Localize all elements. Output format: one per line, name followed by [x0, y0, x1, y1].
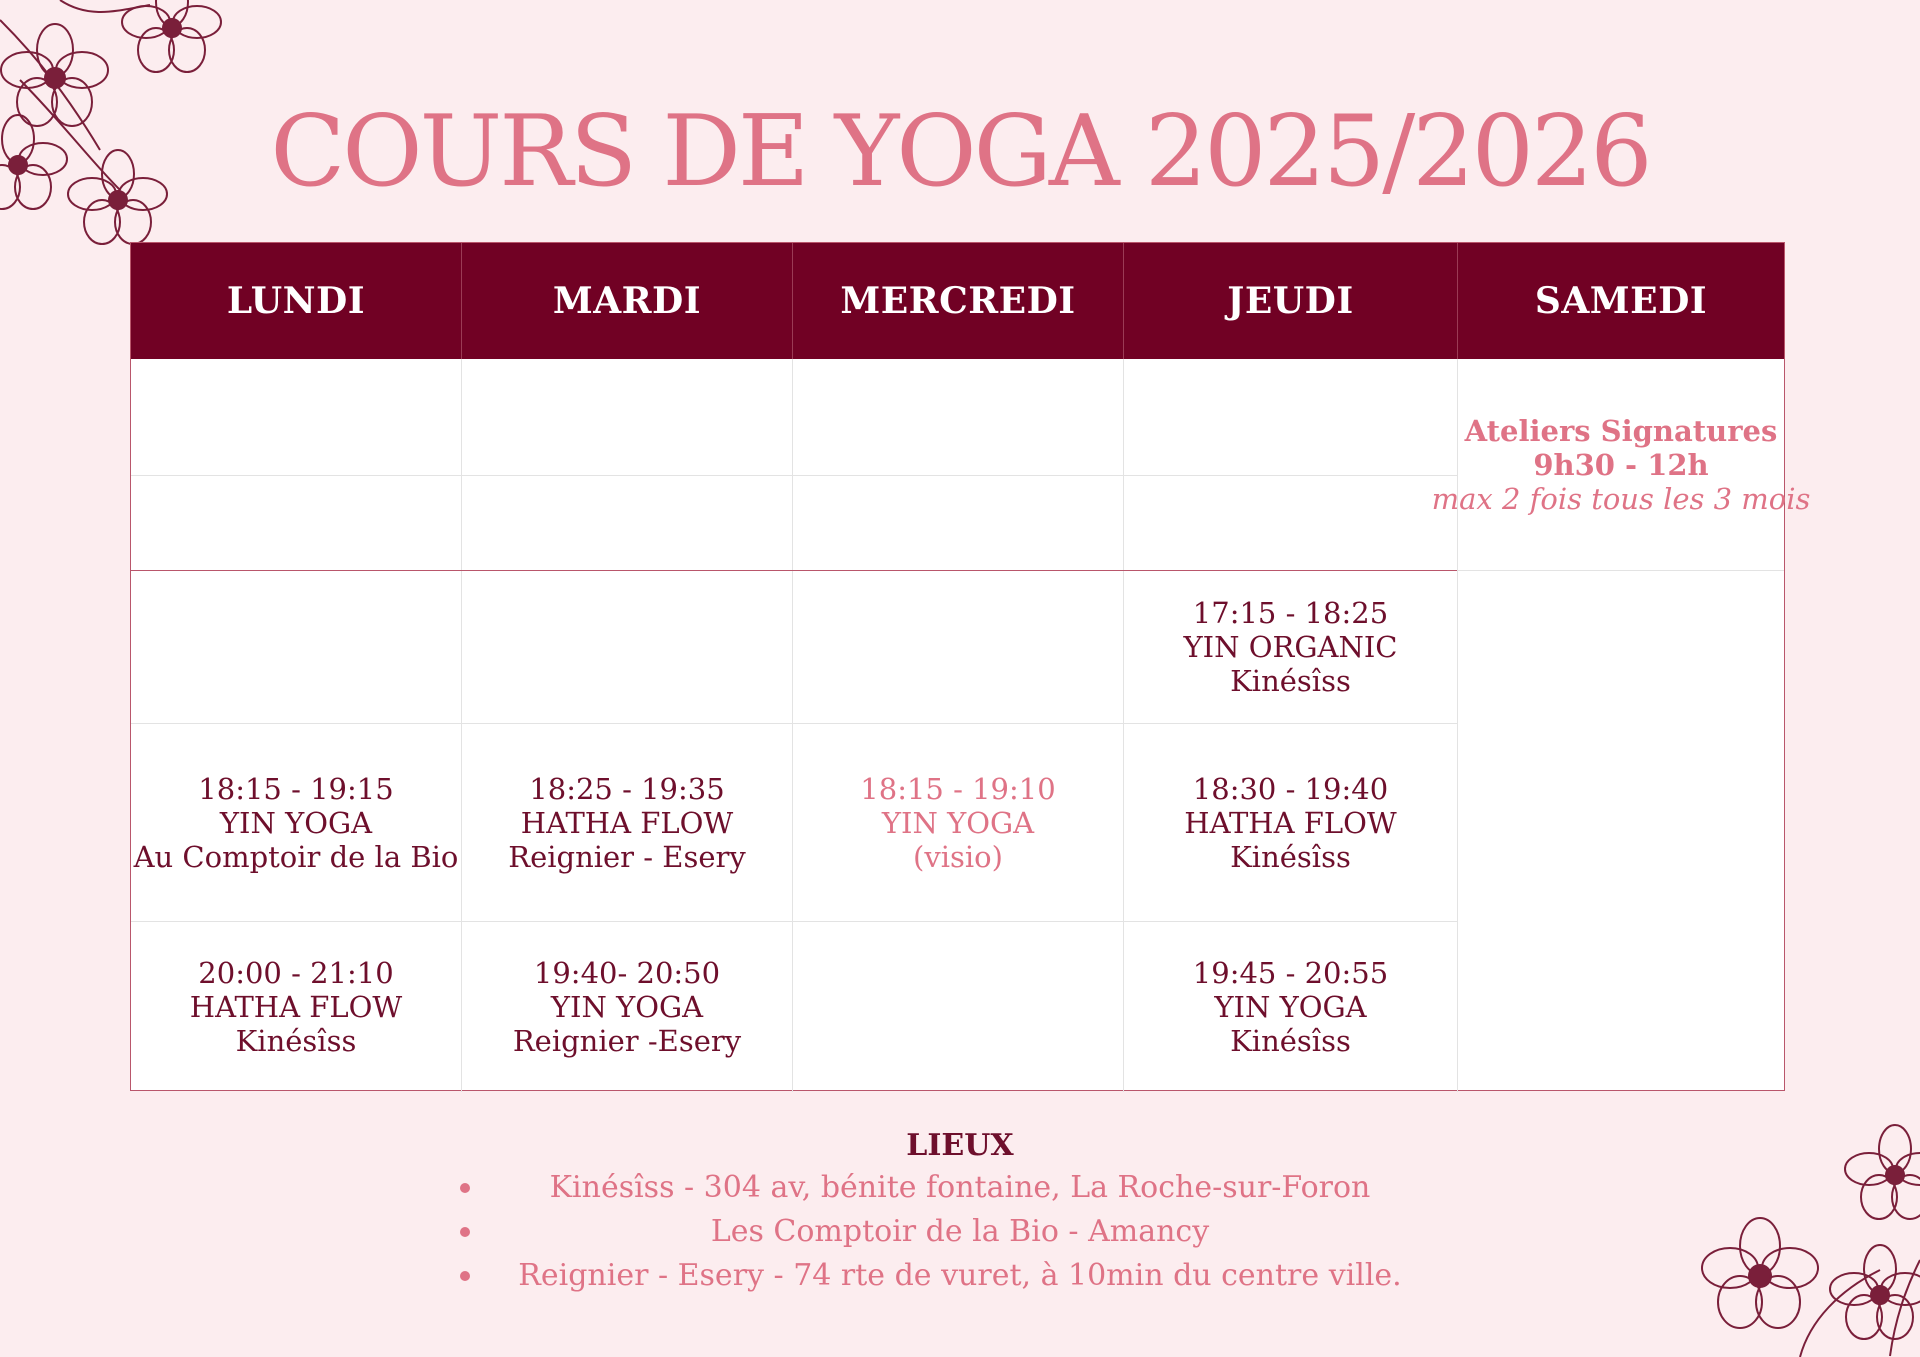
location-item: [0, 1210, 1920, 1254]
class-name: HATHA FLOW: [189, 990, 403, 1024]
class-place: Reignier -Esery: [512, 1024, 742, 1058]
class-place: (visio): [913, 839, 1003, 874]
location-item: [0, 1254, 1920, 1298]
class-name: HATHA FLOW: [1184, 805, 1397, 840]
class-place: Kinésîss: [1230, 1024, 1351, 1058]
location-text: Les Comptoir de la Bio - Amancy: [710, 1214, 1210, 1249]
locations-list: [0, 1166, 1920, 1298]
class-time: 18:30 - 19:40: [1192, 771, 1389, 806]
atelier-note: max 2 fois tous les 3 mois: [1431, 481, 1811, 516]
class-name: YIN YOGA: [550, 990, 704, 1024]
header-samedi: SAMEDI: [1458, 243, 1784, 359]
atelier-time: 9h30 - 12h: [1533, 447, 1709, 482]
bullet-icon: [460, 1271, 470, 1281]
class-place: Kinésîss: [1230, 664, 1351, 698]
class-place: Kinésîss: [235, 1024, 357, 1058]
class-time: 18:15 - 19:15: [198, 771, 394, 806]
location-item: [0, 1166, 1920, 1210]
class-cell: [462, 724, 792, 921]
samedi-atelier-cell: [1431, 359, 1811, 570]
class-time: 20:00 - 21:10: [198, 956, 394, 990]
class-place: Au Comptoir de la Bio: [133, 839, 459, 874]
class-time: 18:15 - 19:10: [860, 771, 1056, 806]
class-cell-visio: [793, 724, 1123, 921]
class-cell: [1124, 724, 1457, 921]
class-name: YIN YOGA: [881, 805, 1035, 840]
locations-title: LIEUX: [906, 1128, 1014, 1163]
atelier-title: Ateliers Signatures: [1464, 413, 1778, 448]
class-name: YIN YOGA: [219, 805, 373, 840]
bullet-icon: [460, 1183, 470, 1193]
class-name: YIN YOGA: [1214, 990, 1367, 1024]
class-cell: [1124, 571, 1457, 723]
schedule-table: [130, 242, 1811, 1091]
header-divider: [792, 243, 793, 359]
header-lundi: LUNDI: [131, 243, 461, 359]
class-time: 19:45 - 20:55: [1192, 956, 1389, 990]
header-divider: [1123, 243, 1124, 359]
row-divider: [131, 475, 1457, 476]
class-place: Reignier - Esery: [508, 839, 746, 874]
class-time: 18:25 - 19:35: [529, 771, 725, 806]
header-mardi: MARDI: [462, 243, 792, 359]
bullet-icon: [460, 1227, 470, 1237]
header-mercredi: MERCREDI: [793, 243, 1123, 359]
header-divider: [461, 243, 462, 359]
class-time: 19:40- 20:50: [533, 956, 721, 990]
header-jeudi: JEUDI: [1124, 243, 1457, 359]
location-text: Kinésîss - 304 av, bénite fontaine, La Roche-sur-Foron: [549, 1170, 1371, 1205]
class-place: Kinésîss: [1230, 839, 1351, 874]
class-time: 17:15 - 18:25: [1192, 596, 1389, 630]
class-cell: [131, 724, 461, 921]
class-cell: [462, 922, 792, 1092]
locations-section: [0, 1126, 1920, 1298]
location-text: Reignier - Esery - 74 rte de vuret, à 10min du centre ville.: [518, 1258, 1402, 1293]
class-name: HATHA FLOW: [520, 805, 734, 840]
class-cell: [131, 922, 461, 1092]
class-cell: [1124, 922, 1457, 1092]
row-divider: [1457, 570, 1784, 571]
page-title: COURS DE YOGA 2025/2026: [270, 95, 1650, 209]
class-name: YIN ORGANIC: [1183, 630, 1398, 664]
header-divider: [1457, 243, 1458, 359]
